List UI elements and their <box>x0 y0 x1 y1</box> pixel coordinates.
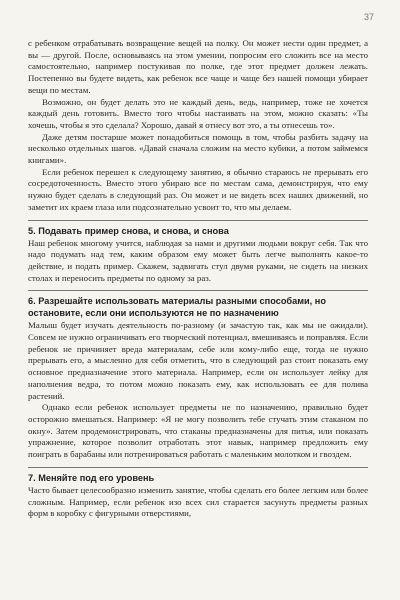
paragraph: Даже детям постарше может понадобиться помощь в том, чтобы разбить задачу на несколько отдельных шагов. «Давай сначала сложим на место кубики, а потом займемся книгами». <box>28 131 368 166</box>
page-number: 37 <box>363 12 374 22</box>
paragraph: Возможно, он будет делать это не каждый день, ведь, например, тоже не хочется каждый день готовить. Вместо того чтобы настаивать на этом, можно сказать: «Ты хочешь, чтобы я это сделала? Хорошо, давай я отнесу вот это, а ты отнесешь то». <box>28 96 368 130</box>
section-heading: 5. Подавать пример снова, и снова, и снова <box>28 225 229 236</box>
paragraph: Наш ребенок многому учится, наблюдая за нами и другими людьми вокруг себя. Так что надо подумать над тем, каким образом ему может быть легче выполнять какое-то действие, и подать пример. Скажем, задвигать стул двумя руками, не сидеть на низких столах и переносить предметы по одному за раз. <box>28 237 368 283</box>
paragraph: Малыш будет изучать деятельность по-разному (и зачастую так, как мы не ожидали). Совсем не нужно ограничивать его творческий потенциал, вмешиваясь и поправляя. Если ребенок не причиняет вреда материалам, себе или кому-либо еще, тогда не нужно прерывать его, а мысленно для себя отметить, что в следующий раз стоит показать ему основное предназначение этого материала. Например, если он использует лейку для наполнения ведра, то потом можно показать ему, как использовать ее для полива растений. <box>28 320 368 401</box>
section-divider <box>28 220 368 221</box>
paragraph: Часто бывает целесообразно изменить занятие, чтобы сделать его более легким или более сложным. Например, если ребенок изо всех сил старается засунуть предметы разных форм в коробку с фигурными отверстиями, <box>28 484 368 519</box>
section-heading: 7. Меняйте под его уровень <box>28 472 155 483</box>
page-body <box>28 38 368 520</box>
section-divider <box>28 467 368 468</box>
section-heading: 6. Разрешайте использовать материалы разными способами, но остановите, если они используются не по назначению <box>28 296 326 319</box>
paragraph: с ребенком отрабатывать возвращение вещей на полку. Он может нести один предмет, а вы — другой. После, основываясь на этом умении, попросим его сложить все на место самостоятельно, например постукивая по полке, где этот предмет должен лежать. Постепенно вы будете видеть, как ребенок все чаще и чаще без нашей помощи убирает вещи по местам. <box>28 38 368 95</box>
section-divider <box>28 290 368 291</box>
paragraph: Однако если ребенок использует предметы не по назначению, правильно будет осторожно вмешаться. Например: «Я не могу позволить тебе стучать этим стаканом по окну». Затем продемонстрировать, что стаканы предназначены для питья, или показать упражнение, которое позволит отработать этот навык, например предложить ему поиграть в барабаны или потренироваться работать с маленьким молотком и гвоздем. <box>28 402 368 460</box>
paragraph: Если ребенок перешел к следующему занятию, я обычно стараюсь не прерывать его сосредоточенность. Вместо этого убираю все по местам сама, демонстрируя, что ему нужно будет сделать в следующий раз. Он может и не видеть всех наших движений, но заметит их краем глаза или подсознательно усвоит то, что мы делаем. <box>28 166 368 212</box>
